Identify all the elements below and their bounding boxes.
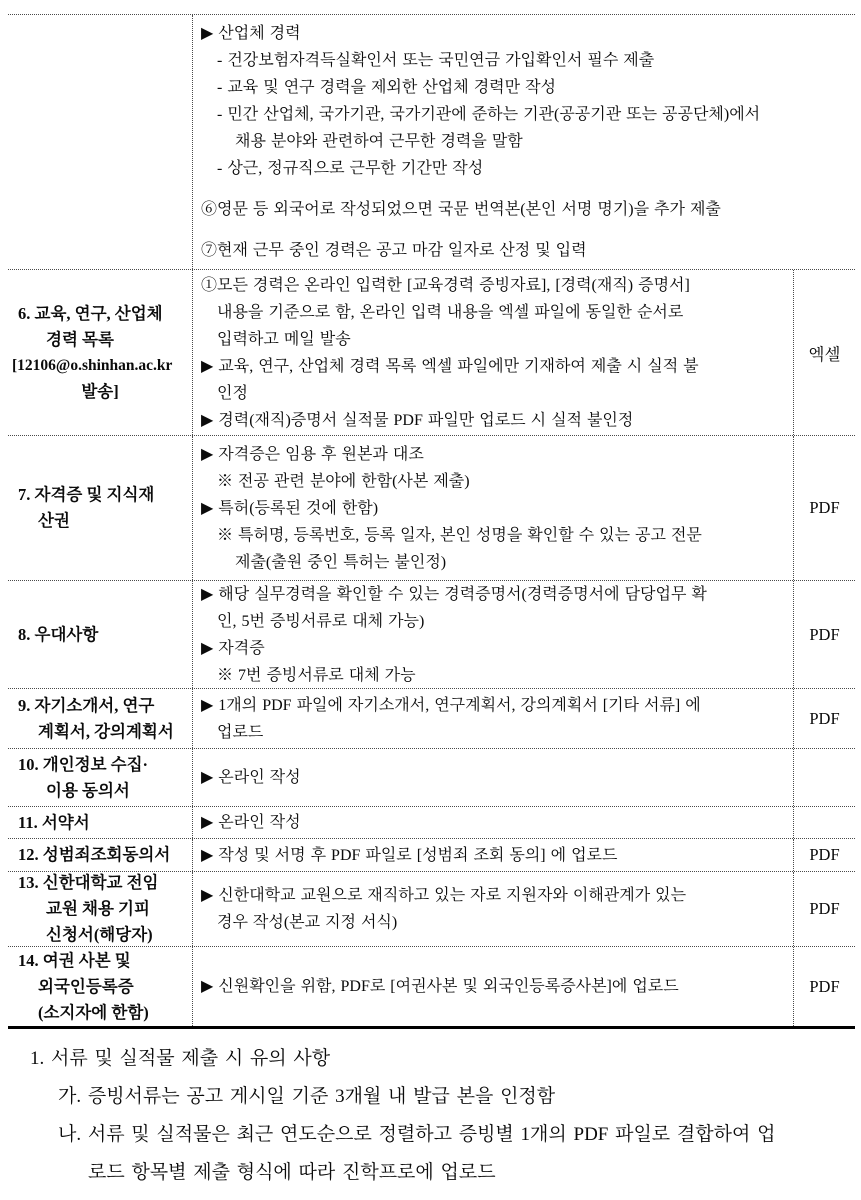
content-line: ▶ 온라인 작성	[201, 814, 301, 831]
content-line: - 민간 산업체, 국가기관, 국가기관에 준하는 기관(공공기관 또는 공공단체)에서	[217, 106, 761, 123]
table-row-12	[8, 839, 855, 872]
row-9-format-cell: PDF	[809, 708, 840, 728]
content-line: 입력하고 메일 발송	[217, 330, 351, 348]
row-10-format-cell	[794, 749, 855, 806]
row-13-content-cell	[193, 872, 794, 946]
note-item: 나. 서류 및 실적물은 최근 연도순으로 정렬하고 증빙별 1개의 PDF 파일로 결합하여 업	[58, 1124, 776, 1145]
table-row-10	[8, 749, 855, 807]
content-line: ▶ 온라인 작성	[201, 769, 301, 786]
table-row-11	[8, 807, 855, 839]
table-row-13	[8, 872, 855, 947]
notes-section	[0, 1040, 861, 1192]
row-11-label-cell	[8, 807, 193, 838]
content-line: ▶ 해당 실무경력을 확인할 수 있는 경력증명서(경력증명서에 담당업무 확	[201, 585, 707, 603]
table-row-14	[8, 947, 855, 1026]
content-line: ⑦현재 근무 중인 경력은 공고 마감 일자로 산정 및 입력	[201, 242, 587, 259]
content-line: ▶ 신원확인을 위함, PDF로 [여권사본 및 외국인등록증사본]에 업로드	[201, 978, 679, 995]
note-item: 가. 증빙서류는 공고 게시일 기준 3개월 내 발급 본을 인정함	[58, 1086, 556, 1107]
content-line: - 교육 및 연구 경력을 제외한 산업체 경력만 작성	[217, 79, 556, 96]
row-9-label-cell	[8, 689, 193, 748]
row-continuation-content-cell	[193, 15, 855, 269]
label-line: 경력 목록	[46, 329, 114, 349]
content-line: - 건강보험자격득실확인서 또는 국민연금 가입확인서 필수 제출	[217, 52, 655, 69]
label-line: 14. 여권 사본 및	[18, 950, 131, 970]
label-line: 12. 성범죄조회동의서	[18, 845, 171, 864]
blank-line	[193, 182, 855, 196]
content-line: ⑥영문 등 외국어로 작성되었으면 국문 번역본(본인 서명 명기)을 추가 제출	[201, 201, 721, 218]
blank-line	[193, 223, 855, 237]
row-6-content-cell	[193, 270, 794, 435]
row-7-format-cell: PDF	[809, 498, 840, 517]
content-line: - 상근, 정규직으로 근무한 기간만 작성	[217, 160, 484, 177]
content-line: ▶ 산업체 경력	[201, 25, 301, 42]
content-line: ▶ 자격증은 임용 후 원본과 대조	[201, 445, 424, 463]
content-line: ①모든 경력은 온라인 입력한 [교육경력 증빙자료], [경력(재직) 증명서]	[201, 276, 690, 294]
row-12-format-cell: PDF	[809, 845, 840, 864]
submission-documents-table	[8, 14, 855, 1029]
content-line: 인정	[217, 384, 248, 402]
row-7-label-cell	[8, 436, 193, 580]
content-line: ※ 7번 증빙서류로 대체 가능	[217, 666, 416, 684]
label-line: 계획서, 강의계획서	[38, 721, 174, 741]
row-8-content-cell	[193, 581, 794, 688]
table-row-9	[8, 689, 855, 749]
content-line: 내용을 기준으로 함, 온라인 입력 내용을 엑셀 파일에 동일한 순서로	[217, 303, 684, 321]
notes-title: 1. 서류 및 실적물 제출 시 유의 사항	[30, 1048, 331, 1069]
label-line: 9. 자기소개서, 연구	[18, 695, 155, 715]
label-line: 7. 자격증 및 지식재	[18, 485, 155, 504]
email-address: [12106@o.shinhan.ac.kr	[12, 356, 173, 374]
label-line: 8. 우대사항	[18, 624, 99, 644]
label-line: 교원 채용 기피	[46, 899, 150, 918]
row-continuation-label-cell	[8, 15, 193, 269]
row-14-content-cell	[193, 947, 794, 1026]
label-line: (소지자에 한함)	[38, 1002, 149, 1022]
table-row-7	[8, 436, 855, 581]
row-13-format-cell: PDF	[809, 899, 840, 918]
row-12-content-cell	[193, 839, 794, 871]
content-line: ▶ 특허(등록된 것에 한함)	[201, 499, 379, 517]
content-line: ▶ 작성 및 서명 후 PDF 파일로 [성범죄 조회 동의] 에 업로드	[201, 846, 618, 864]
label-line: 산권	[38, 511, 70, 530]
table-row-continuation	[8, 15, 855, 270]
row-14-format-cell: PDF	[809, 976, 840, 996]
content-line: ▶ 교육, 연구, 산업체 경력 목록 엑셀 파일에만 기재하여 제출 시 실적 불	[201, 357, 699, 375]
label-line: 신청서(해당자)	[46, 925, 153, 944]
content-line: 제출(출원 중인 특허는 불인정)	[235, 553, 447, 571]
row-10-label-cell	[8, 749, 193, 806]
content-line: ※ 특허명, 등록번호, 등록 일자, 본인 성명을 확인할 수 있는 공고 전문	[217, 526, 702, 544]
label-line: 11. 서약서	[18, 812, 90, 832]
content-line: ▶ 자격증	[201, 639, 265, 657]
content-line: ▶ 1개의 PDF 파일에 자기소개서, 연구계획서, 강의계획서 [기타 서류] 에	[201, 696, 701, 714]
content-line: ▶ 경력(재직)증명서 실적물 PDF 파일만 업로드 시 실적 불인정	[201, 411, 634, 429]
content-line: 인, 5번 증빙서류로 대체 가능)	[217, 612, 425, 630]
label-line: 이용 동의서	[46, 780, 130, 800]
table-row-6	[8, 270, 855, 436]
row-8-format-cell: PDF	[809, 624, 840, 644]
row-11-content-cell	[193, 807, 794, 838]
row-9-content-cell	[193, 689, 794, 748]
row-8-label-cell	[8, 581, 193, 688]
label-line: 6. 교육, 연구, 산업체	[18, 303, 163, 323]
table-row-8	[8, 581, 855, 689]
row-7-content-cell	[193, 436, 794, 580]
content-line: 채용 분야와 관련하여 근무한 경력을 말함	[235, 133, 523, 150]
label-line: 13. 신한대학교 전임	[18, 873, 159, 892]
row-10-content-cell	[193, 749, 794, 806]
content-line: 경우 작성(본교 지정 서식)	[217, 914, 398, 931]
label-line: 외국인등록증	[38, 976, 134, 996]
content-line: 업로드	[217, 723, 264, 741]
label-line: 발송]	[81, 381, 119, 401]
row-6-format-cell: 엑셀	[808, 344, 841, 364]
row-12-label-cell	[8, 839, 193, 871]
row-6-label-cell	[8, 270, 193, 435]
note-item-wrap: 로드 항목별 제출 형식에 따라 진학프로에 업로드	[88, 1162, 496, 1183]
content-line: ※ 전공 관련 분야에 한함(사본 제출)	[217, 472, 470, 490]
label-line: 10. 개인정보 수집·	[18, 754, 149, 774]
row-13-label-cell	[8, 872, 193, 946]
row-11-format-cell	[794, 807, 855, 838]
row-14-label-cell	[8, 947, 193, 1026]
content-line: ▶ 신한대학교 교원으로 재직하고 있는 자로 지원자와 이해관계가 있는	[201, 887, 687, 904]
